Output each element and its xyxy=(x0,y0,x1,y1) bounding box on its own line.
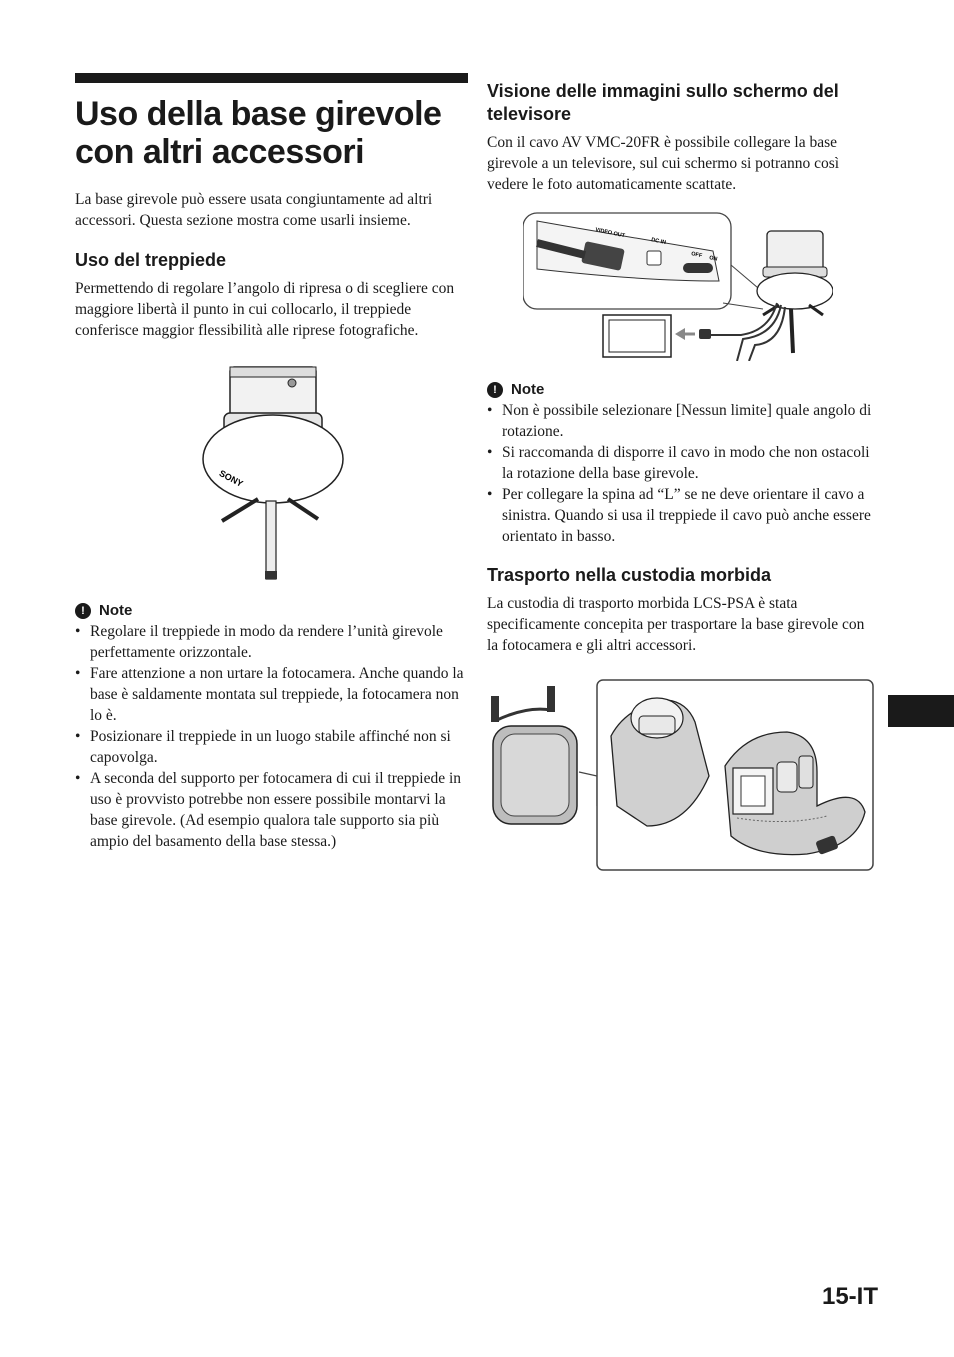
on-label: ON xyxy=(708,255,718,263)
list-item: • Posizionare il treppiede in un luogo stabile affinché non si capovolga. xyxy=(75,726,467,768)
tripod-heading: Uso del treppiede xyxy=(75,250,227,270)
tripod-notes-list xyxy=(75,621,467,852)
note-label: Note xyxy=(511,381,545,398)
page-title: Uso della base girevole con altri accessori xyxy=(75,95,442,171)
tv-body: Con il cavo AV VMC-20FR è possibile collegare la base girevole a un televisore, sul cui schermo si potranno così vedere le foto automaticamente scattate. xyxy=(487,134,840,193)
left-column xyxy=(75,73,467,852)
right-column xyxy=(487,80,879,876)
list-item: • Fare attenzione a non urtare la fotocamera. Anche quando la base è saldamente montata sul treppiede, la fotocamera non lo è. xyxy=(75,663,467,726)
note-icon: ! xyxy=(487,382,503,398)
note-icon: ! xyxy=(75,603,91,619)
tv-note-heading xyxy=(487,381,879,398)
list-item: • Regolare il treppiede in modo da rendere l’unità girevole perfettamente orizzontale. xyxy=(75,621,467,663)
soft-case-illustration xyxy=(487,676,879,876)
brand-logo: SONY xyxy=(217,468,245,489)
tripod-note-heading xyxy=(75,602,467,619)
page-number: 15-IT xyxy=(821,1283,878,1310)
tripod-illustration xyxy=(200,359,467,584)
list-item: • A seconda del supporto per fotocamera di cui il treppiede in uso è provvisto potrebbe non essere possibile montarvi la base girevole. (Ad esempio qualora tale supporto sia più ampio del basamento della base stessa.) xyxy=(75,768,467,852)
case-body: La custodia di trasporto morbida LCS-PSA è stata specificamente concepita per trasportare la base girevole con la fotocamera e gli altri accessori. xyxy=(487,595,865,654)
tv-connection-illustration xyxy=(523,211,879,361)
list-item: • Non è possibile selezionare [Nessun limite] quale angolo di rotazione. xyxy=(487,400,879,442)
tripod-body: Permettendo di regolare l’angolo di ripresa o di scegliere con maggiore libertà il punto in cui collocarlo, il treppiede conferisce maggior flessibilità alle riprese fotografiche. xyxy=(75,280,455,339)
tv-heading: Visione delle immagini sullo schermo del televisore xyxy=(487,81,839,124)
intro-text: La base girevole può essere usata congiuntamente ad altri accessori. Questa sezione mostra come usarli insieme. xyxy=(75,191,433,229)
list-item: • Per collegare la spina ad “L” se ne deve orientare il cavo a sinistra. Quando si usa il treppiede il cavo può anche essere orientato in basso. xyxy=(487,484,879,547)
dc-in-label: DC IN xyxy=(650,237,667,247)
video-out-label: VIDEO OUT xyxy=(594,227,626,240)
case-heading: Trasporto nella custodia morbida xyxy=(487,565,772,585)
tv-notes-list xyxy=(487,400,879,547)
title-rule xyxy=(75,73,468,83)
note-label: Note xyxy=(99,602,133,619)
section-tab-marker xyxy=(888,695,954,727)
list-item: • Si raccomanda di disporre il cavo in modo che non ostacoli la rotazione della base girevole. xyxy=(487,442,879,484)
off-label: OFF xyxy=(690,251,703,260)
